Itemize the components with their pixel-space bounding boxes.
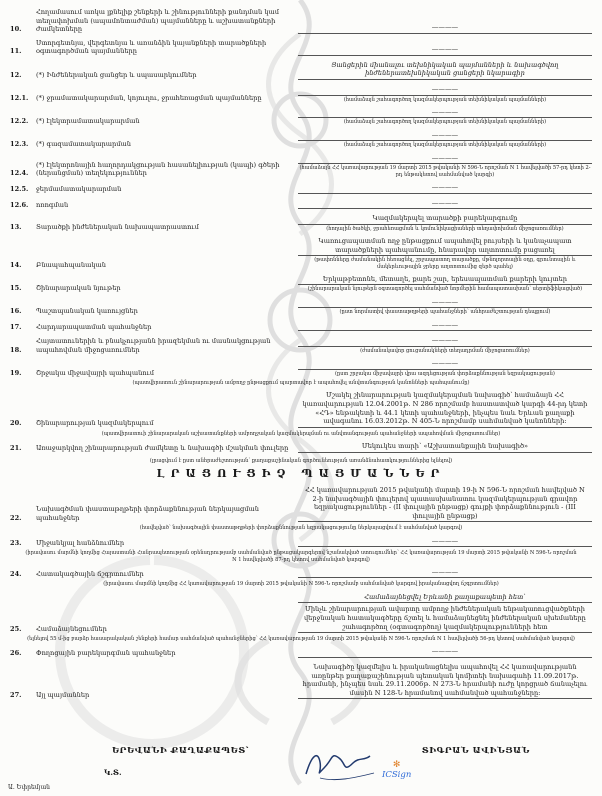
item-label: Առաջարկվող շինարարության ժամկետը և նախագծի մշակման փուլերը	[36, 444, 289, 453]
item-value-col	[298, 237, 592, 270]
item-number: 25.	[10, 624, 22, 633]
item-note: (համաձայն շահագործող կազմակերպության տեխնիկական պայմանների)	[343, 119, 547, 126]
item-wide-note: (պատվիրատուն շինարարության ամբողջ ընթացքում պարտավոր է ապահովել անվտանգության կանոնների պահպանումը)	[132, 380, 470, 387]
item-row-16	[10, 298, 592, 316]
item-value: ————	[298, 85, 592, 96]
item-value-col	[298, 131, 592, 149]
item-label: Միջանկյալ հանձնումներ	[36, 538, 125, 547]
item-label: Այլ պայմաններ	[36, 690, 90, 699]
item-row-13	[10, 214, 592, 232]
item-note: (համաձայն ՀՀ կառավարության 19 մարտի 2015 թվականի N 596-Ն որոշման N 1 հավելվածի 57-րդ կետի 2-րդ ենթակետով սահմանված կարգի)	[299, 165, 591, 178]
item-label: Համաձայնեցումներ	[36, 624, 107, 633]
item-value-col	[298, 214, 592, 232]
item-row-22	[10, 486, 592, 522]
item-number: 12.3.	[10, 140, 29, 149]
item-note: (համաձայն շահագործող կազմակերպության տեխնիկական պայմանների)	[343, 142, 547, 149]
item-number: 10.	[10, 25, 22, 34]
item-row-12	[10, 61, 592, 80]
item-number: 18.	[10, 345, 22, 354]
item-wide-note: (ելնելով 55 մ-ից բարձր հասարակական շենքերի համար սահմանված պահանջներից՝ ՀՀ կառավարության 19 մարտի 2015 թվականի N 596-Ն որոշման N 1 հավելվածի 56-րդ կետով սահմանված կարգով)	[27, 636, 575, 643]
item-note: (շինարարական նյութերն օգտագործել սահմանված նորմերին համապատասխան՝ սերտիֆիկացված)	[307, 286, 583, 293]
item-value-col	[298, 568, 592, 579]
item-value-col	[298, 183, 592, 194]
item-value: ————	[298, 199, 592, 210]
item-value: ————	[298, 131, 592, 142]
item-value: ————	[298, 298, 592, 309]
item-value: Մշակել շինարարության կազմակերպման նախագիծ՝ համաձայն ՀՀ կառավարության 12.04.2001թ. N 286 որոշմամբ հաստատված կարգի 44-րդ կետի «ՀԴ» ենթակետի և 44.1 կետի պահանջների, ինչպես նաև Երևան քաղաքի ավագանու 16.03.2012թ. N 405-Ն որոշմամբ սահմանված կանոնների:	[298, 391, 592, 427]
item-number: 26.	[10, 649, 22, 658]
item-value-col	[298, 23, 592, 34]
item-row-12.3	[10, 131, 592, 149]
item-label: Հողամասում առկա լքնելիք շենքերի և շինությունների քանդման կամ տեղափոխման (ապամոնտաժման) պայմանները և աշխատանքների ժամկետները	[36, 8, 279, 34]
item-row-15	[10, 275, 592, 293]
item-value: ————	[298, 183, 592, 194]
item-value: ————	[298, 568, 592, 579]
item-label: (*) գազամատակարարման	[36, 140, 131, 149]
item-note: (ժամանակավոր ցուցանակների տեղադրման միջոցառումներ)	[360, 347, 530, 354]
item-wide-note: (իրավասու մարմնի կողմից Հայաստանի Հանրապետության օրենսդրությամբ սահմանված ընթացակարգերով նշանակված ստուգումներ՝ ՀՀ կառավարության 19 մարտի 2015 թվականի N 596-Ն որոշման N 1 հավելվածի 87-րդ կետով սահմանված կարգով)	[25, 550, 577, 563]
item-number: 12.1.	[10, 94, 29, 103]
item-label: Պաշտպանական կառույցներ	[36, 307, 138, 316]
item-number: 12.6.	[10, 200, 29, 209]
item-value: Կազմակերպել տարածքի բարեկարգումը	[298, 214, 592, 225]
item-label: Հայտատուներին և բնակչությանն իրազեկման ու մասնակցության ապահովման միջոցառումներ	[36, 337, 271, 354]
item-value: ————	[298, 45, 592, 56]
esign-label: ICSign	[382, 770, 412, 780]
item-value: ————	[298, 537, 592, 548]
item-note: (համաձայն շահագործող կազմակերպության տեխնիկական պայմանների)	[343, 96, 547, 103]
item-number: 21.	[10, 444, 22, 453]
item-row-11	[10, 39, 592, 56]
item-number: 12.4.	[10, 169, 29, 178]
item-value: Երկաթբետոնե, մետաղե, քարե շար, երեսապատման քարերի կույտեր	[298, 275, 592, 286]
section-header-pre-note: (լրացվում է ըստ անհրաժեշտության՝ քաղաքաշինական գործունեության առանձնահատկություններից ելնելով)	[149, 457, 453, 464]
item-value-col	[298, 391, 592, 427]
item-value-col	[298, 442, 592, 453]
item-row-12.4	[10, 154, 592, 178]
item-value-col	[298, 321, 592, 332]
item-note: (ըստ նորմատիվ փաստաթղթերի պահանջների՝ անհրաժեշտության դեպքում)	[339, 309, 551, 316]
item-number: 20.	[10, 419, 22, 428]
item-value-col	[298, 336, 592, 354]
item-number: 23.	[10, 538, 22, 547]
item-label: Շինարարական նյութեր	[36, 284, 121, 293]
item-value-col	[298, 359, 592, 377]
item-row-23	[10, 537, 592, 548]
item-value-col	[298, 45, 592, 56]
item-note: (հողային ծածկի, ջրահեռացման և կոմունիկացիաների տեղափոխման միջոցառումներ)	[326, 225, 564, 232]
item-row-17	[10, 321, 592, 332]
item-number: 16.	[10, 307, 22, 316]
item-row-21	[10, 442, 592, 453]
item-label: (*) էլեկտրամատակարարման	[36, 117, 140, 126]
item-value-col	[298, 275, 592, 293]
item-number: 24.	[10, 569, 22, 578]
item-number: 15.	[10, 284, 22, 293]
item-value-col	[298, 199, 592, 210]
item-value: ————	[298, 154, 592, 165]
item-row-12.1	[10, 85, 592, 103]
item-label: (*) էլեկտրոնային հաղորդակցության հասանելիության (կապի) գծերի (ներանցման) տեղեկություններ	[36, 160, 280, 178]
item-wide-note: (պատվիրատուի շինարարական աշխատանքների ամբողջական կազմակերպման ու անվտանգության պահանջների ապահովման միջոցառումներ)	[101, 430, 501, 437]
item-value: Համաձայնեցվել Երևանի քաղաքապետի հետ՝	[298, 593, 592, 604]
item-value: Կառուցապատման ողջ ընթացքում ապահովել բույսերի և կանաչապատ տարածքների պահպանումը, հնարավոր աղտոտումը բացառել	[298, 237, 592, 256]
clerk-name: Ա. Եփրեմյան	[8, 784, 50, 791]
item-label: (*) Ինժեներական ցանցեր և սպասարկումներ	[36, 71, 197, 80]
item-value-col	[298, 663, 592, 699]
item-value-col	[298, 108, 592, 126]
mayor-name: ՏԻԳՐԱՆ ԱՎԻՆՅԱՆ	[421, 746, 530, 756]
item-number: 12.2.	[10, 117, 29, 126]
item-row-26	[10, 647, 592, 658]
item-label: Տարածքի ինժեներական նախապատրաստում	[36, 223, 199, 232]
item-wide-note: (իրավասու մարմնի կողմից ՀՀ կառավարության 19 մարտի 2015 թվականի N 596-Ն որոշմամբ սահմանված կարգով իրականացվող ճշգրտումներ)	[103, 581, 499, 588]
item-label: Նախագծման փաստաթղթերի փորձաքննության ներկայացման պահանջներ	[36, 505, 259, 522]
item-row-25	[10, 593, 592, 633]
item-wide-note: (հավելված՝ նախագծային փաստաթղթերի փորձաքննության եզրակացությունը ներկայացվում է սահմանված կարգով)	[139, 525, 463, 532]
item-value: ————	[298, 23, 592, 34]
item-label: ջերմամատակարարման	[36, 184, 122, 193]
item-row-20	[10, 391, 592, 427]
item-number: 13.	[10, 223, 22, 232]
item-value: ՀՀ կառավարության 2015 թվականի մարտի 19-ի N 596-Ն որոշման հավելված N 2-ի նախագծային փուլերով պատասխանատու կազմակերպության գրավոր եզրակացություններ - (II փուլային ընթացք) գույքի փորձաքննություն - (III փուլային ընթացք)	[298, 486, 592, 522]
item-note: (ըստ շրջակա միջավայրի վրա ազդեցության փորձաքննության եզրակացության)	[335, 370, 555, 377]
item-value: ————	[298, 336, 592, 347]
item-value-col	[298, 85, 592, 103]
item-value-col	[298, 154, 592, 178]
item-row-18	[10, 336, 592, 354]
item-label: Փողոցային բարեկարգման պահանջներ	[36, 649, 176, 658]
item-row-12.5	[10, 183, 592, 194]
item-number: 22.	[10, 513, 22, 522]
item-row-27	[10, 663, 592, 699]
item-value-col	[298, 537, 592, 548]
mayor-title: ԵՐԵՎԱՆԻ ՔԱՂԱՔԱՊԵՏ՝	[112, 746, 249, 756]
item-label: Բնապահպանական	[36, 261, 106, 270]
item-number: 11.	[10, 47, 22, 56]
item-number: 12.	[10, 71, 22, 80]
item-value: ————	[298, 647, 592, 658]
item-label: Շրջակա միջավայրի պահպանում	[36, 368, 155, 377]
item-label: Շինարարության կազմակերպում	[36, 419, 154, 428]
item-label: (*) ջրամատակարարման, կոյուղու, ջրահեռացման պայմանները	[36, 94, 262, 103]
item-label: Հարդարապատման պահանջներ	[36, 322, 152, 331]
item-number: 19.	[10, 368, 22, 377]
item-row-12.2	[10, 108, 592, 126]
item-value: ————	[298, 359, 592, 370]
item-value-2: Մինչև շինարարության ավարտը ամբողջ ինժեներական ենթակառուցվածքների վերջնական հատակագծերը ճշտել և համաձայնեցնել ինժեներական սխեմաները շահագործող (օգտագործող) կազմակերպությունների հետ	[298, 605, 592, 633]
item-value: ————	[298, 108, 592, 119]
esign-stamp	[382, 752, 411, 780]
item-number: 27.	[10, 690, 22, 699]
item-label: ոռոգման	[36, 200, 69, 209]
item-label: Ստորգետնյա, վերգետնյա և առանձին կայանքների տարածքների օգտագործման պայմանները	[36, 38, 267, 56]
item-number: 17.	[10, 322, 22, 331]
item-row-24	[10, 568, 592, 579]
esign-star-icon: ✻	[392, 760, 401, 770]
item-value-col	[298, 647, 592, 658]
item-row-12.6	[10, 199, 592, 210]
item-number: 12.5.	[10, 184, 29, 193]
item-note: (թափոնները ժամանակին հեռացնել, շրջապատող տարածքը, մթնոլորտային օդը, գրունտային և մակերևութային ջրերը աղտոտումից զերծ պահել)	[314, 257, 576, 270]
item-number: 14.	[10, 261, 22, 270]
item-row-14	[10, 237, 592, 270]
item-value: Մեկուկես տարի՝ «Աշխատանքային նախագիծ»	[298, 442, 592, 453]
signature-ink	[300, 746, 390, 788]
item-row-10	[10, 8, 592, 34]
item-value: ————	[298, 321, 592, 332]
item-value: Նախագիծը կազմելիս և իրականացնելիս ապահովել ՀՀ կառավարությանն առընթեր քաղաքաշինության պետական կոմիտեի նախագահի 11.09.2017թ. հրամանի, ինչպես նաև 29.11.2006թ. N 273-Ն հրամանի ուժը կորցրած ճանաչելու մասին N 128-Ն հրամանով սահմանված պահանջները:	[298, 663, 592, 699]
seal-place-label: Կ.Տ.	[104, 768, 122, 777]
section-header: ԼՐԱՑՈՒՑԻՉ ՊԱՅՄԱՆՆԵՐ	[156, 467, 446, 481]
item-value: Ցանցերին միանալու տեխնիկական պայմանների և նախագծվող ինժեներատեխնիկական ցանցերի նկարագիր	[298, 61, 592, 80]
item-label: Հատակագծային ճշգրտումներ	[36, 569, 144, 578]
item-value-col	[298, 61, 592, 80]
item-value-col	[298, 298, 592, 316]
item-value-col	[298, 593, 592, 633]
item-value-col	[298, 486, 592, 522]
item-row-19	[10, 359, 592, 377]
